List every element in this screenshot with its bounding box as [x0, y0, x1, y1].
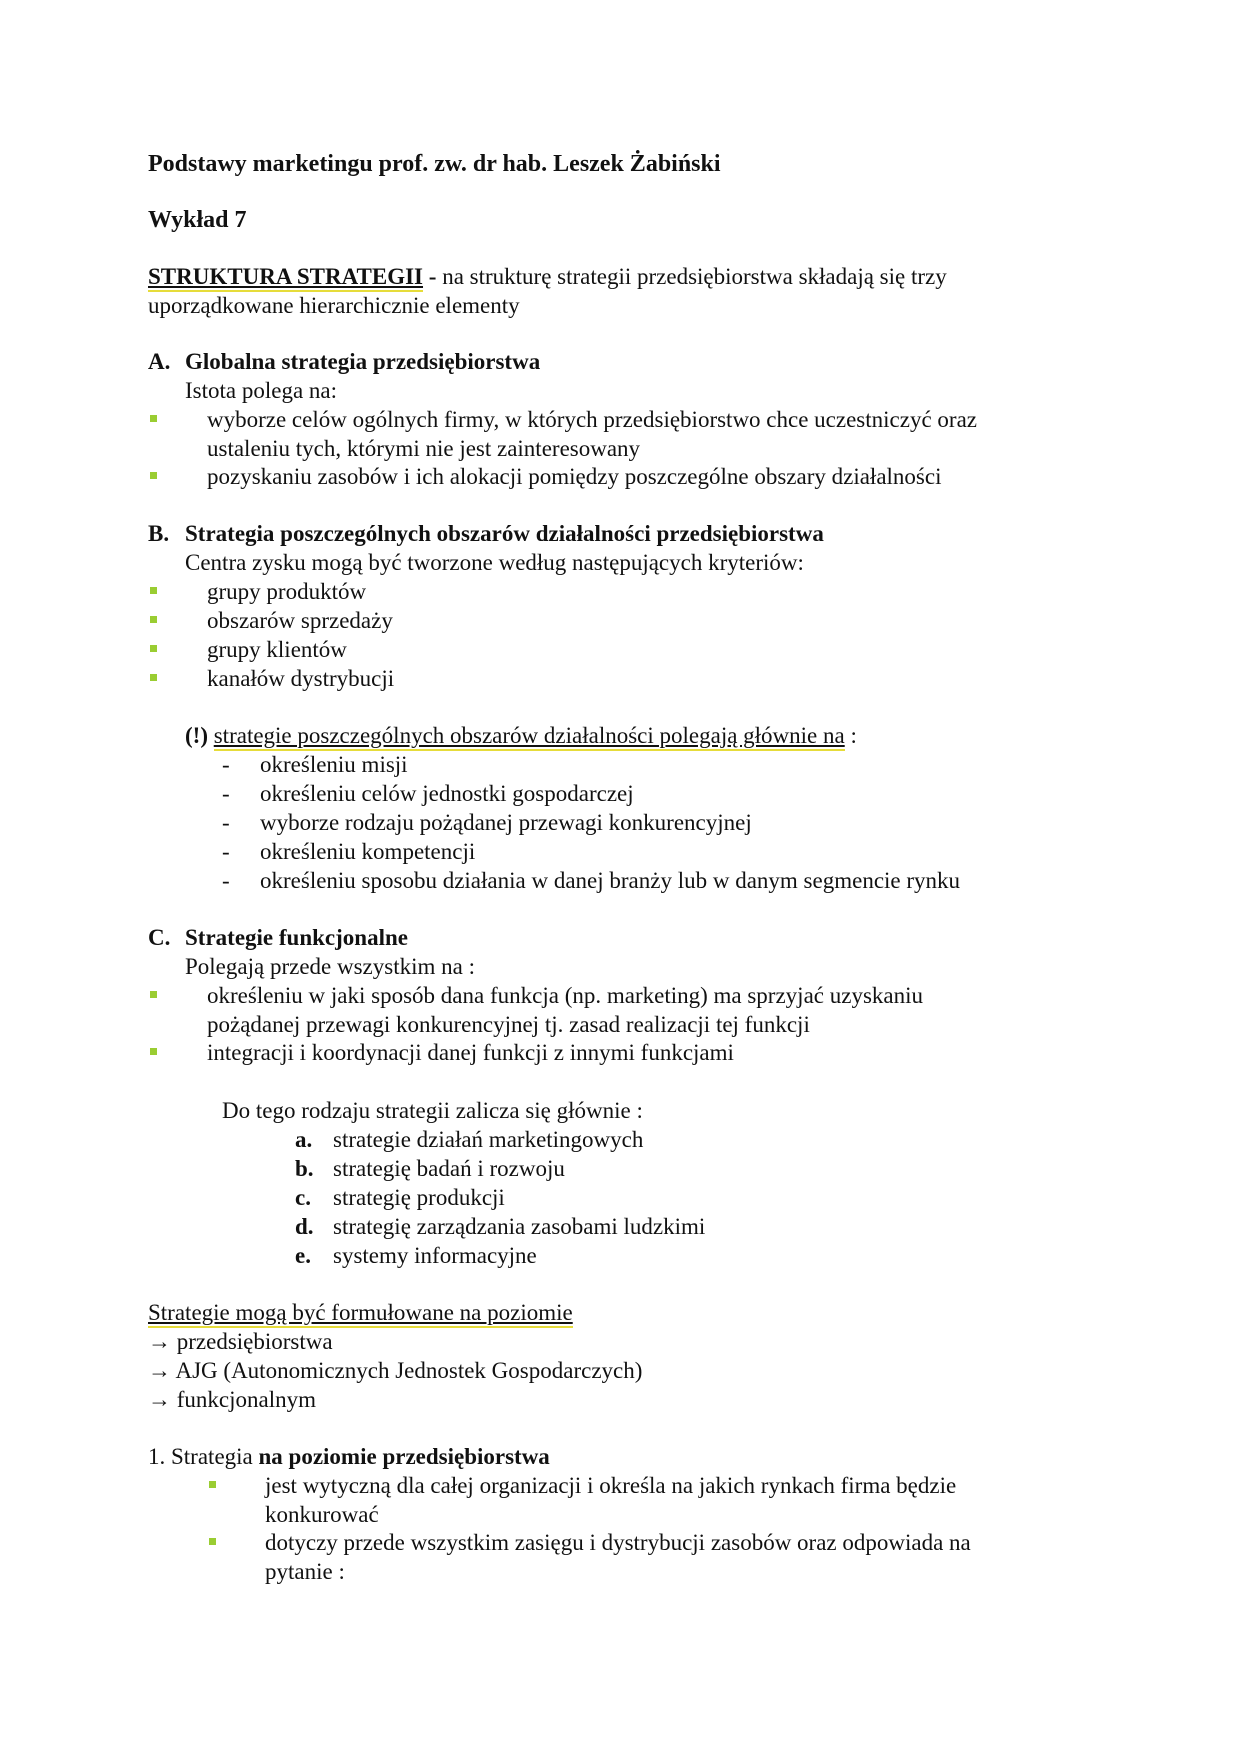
- list-marker-b: b.: [295, 1156, 314, 1181]
- section-c-bullet-1-line-2: pożądanej przewagi konkurencyjnej tj. zasad realizacji tej funkcji: [207, 1012, 810, 1037]
- section-a-letter: A.: [148, 349, 171, 374]
- section-1-heading: [148, 1442, 550, 1471]
- lettered-item-a: strategie działań marketingowych: [333, 1127, 644, 1152]
- level-item-3: [148, 1385, 316, 1414]
- lettered-item-c: strategię produkcji: [333, 1185, 505, 1210]
- dash-item-4: określeniu kompetencji: [260, 839, 476, 864]
- lettered-item-d: strategię zarządzania zasobami ludzkimi: [333, 1214, 706, 1239]
- bullet-square-icon: [150, 645, 157, 652]
- intro-line-2: uporządkowane hierarchicznie elementy: [148, 293, 520, 318]
- level-item-2-text: AJG (Autonomicznych Jednostek Gospodarczych): [175, 1358, 643, 1383]
- lecture-number: Wykład 7: [148, 207, 247, 233]
- bullet-square-icon: [150, 587, 157, 594]
- note-exclamation-mark: (!): [185, 723, 208, 748]
- list-marker-d: d.: [295, 1214, 314, 1239]
- list-marker-e: e.: [295, 1243, 311, 1268]
- section-1-bullet-2-line-2: pytanie :: [265, 1559, 345, 1584]
- section-1-bullet-2-line-1: dotyczy przede wszystkim zasięgu i dystrybucji zasobów oraz odpowiada na: [265, 1530, 971, 1555]
- dash-marker: -: [222, 781, 230, 806]
- levels-heading: [148, 1298, 573, 1327]
- dash-item-1: określeniu misji: [260, 752, 408, 777]
- arrow-right-icon: →: [148, 1358, 171, 1383]
- section-c-letter: C.: [148, 925, 171, 950]
- intro-line-1: na strukturę strategii przedsiębiorstwa składają się trzy: [442, 264, 947, 289]
- dash-item-3: wyborze rodzaju pożądanej przewagi konkurencyjnej: [260, 810, 752, 835]
- section-c-lead: Polegają przede wszystkim na :: [185, 954, 475, 979]
- dash-marker: -: [222, 752, 230, 777]
- intro-separator: -: [423, 264, 443, 289]
- dash-item-5: określeniu sposobu działania w danej branży lub w danym segmencie rynku: [260, 868, 961, 893]
- dash-item-2: określeniu celów jednostki gospodarczej: [260, 781, 634, 806]
- list-marker-a: a.: [295, 1127, 313, 1152]
- section-b-bullet-4: kanałów dystrybucji: [207, 666, 395, 691]
- section-a-bullet-1-line-2: ustaleniu tych, którymi nie jest zainteresowany: [207, 436, 641, 461]
- section-b-lead: Centra zysku mogą być tworzone według następujących kryteriów:: [185, 550, 804, 575]
- section-c-heading: Strategie funkcjonalne: [185, 925, 408, 950]
- intro-paragraph: [148, 262, 947, 291]
- document-title: Podstawy marketingu prof. zw. dr hab. Leszek Żabiński: [148, 151, 721, 177]
- section-b-note: [185, 721, 857, 750]
- bullet-square-icon: [150, 674, 157, 681]
- level-item-1-text: przedsiębiorstwa: [176, 1329, 333, 1354]
- intro-term: STRUKTURA STRATEGII: [148, 264, 423, 292]
- section-b-bullet-1: grupy produktów: [207, 579, 367, 604]
- section-c-bullet-2: integracji i koordynacji danej funkcji z innymi funkcjami: [207, 1040, 734, 1065]
- section-b-bullet-2: obszarów sprzedaży: [207, 608, 393, 633]
- dash-marker: -: [222, 839, 230, 864]
- dash-marker: -: [222, 868, 230, 893]
- bullet-square-icon: [150, 415, 157, 422]
- section-1-bullet-1-line-2: konkurować: [265, 1502, 379, 1527]
- section-b-bullet-3: grupy klientów: [207, 637, 347, 662]
- bullet-square-icon: [150, 472, 157, 479]
- section-c-bullet-1-line-1: określeniu w jaki sposób dana funkcja (np. marketing) ma sprzyjać uzyskaniu: [207, 983, 923, 1008]
- section-a-lead: Istota polega na:: [185, 378, 338, 403]
- section-1-title: na poziomie przedsiębiorstwa: [258, 1444, 550, 1469]
- section-a-bullet-1-line-1: wyborze celów ogólnych firmy, w których przedsiębiorstwo chce uczestniczyć oraz: [207, 407, 977, 432]
- list-marker-c: c.: [295, 1185, 311, 1210]
- bullet-square-icon: [150, 616, 157, 623]
- bullet-square-icon: [209, 1538, 216, 1545]
- note-text: strategie poszczególnych obszarów działalności polegają głównie na: [214, 723, 845, 751]
- level-item-2: [148, 1356, 642, 1385]
- arrow-right-icon: →: [148, 1387, 171, 1412]
- bullet-square-icon: [150, 1048, 157, 1055]
- bullet-square-icon: [209, 1481, 216, 1488]
- section-a-heading: Globalna strategia przedsiębiorstwa: [185, 349, 541, 374]
- dash-marker: -: [222, 810, 230, 835]
- levels-heading-text: Strategie mogą być formułowane na poziomie: [148, 1300, 573, 1328]
- lettered-item-b: strategię badań i rozwoju: [333, 1156, 565, 1181]
- section-a-bullet-2: pozyskaniu zasobów i ich alokacji pomiędzy poszczególne obszary działalności: [207, 464, 942, 489]
- section-c-sub-lead: Do tego rodzaju strategii zalicza się głównie :: [222, 1098, 643, 1123]
- section-b-heading: Strategia poszczególnych obszarów działalności przedsiębiorstwa: [185, 521, 824, 546]
- bullet-square-icon: [150, 991, 157, 998]
- section-1-bullet-1-line-1: jest wytyczną dla całej organizacji i określa na jakich rynkach firma będzie: [265, 1473, 957, 1498]
- level-item-3-text: funkcjonalnym: [176, 1387, 316, 1412]
- section-b-letter: B.: [148, 521, 170, 546]
- lettered-item-e: systemy informacyjne: [333, 1243, 537, 1268]
- arrow-right-icon: →: [148, 1329, 171, 1354]
- note-colon: :: [844, 723, 857, 748]
- section-1-number: 1. Strategia: [148, 1444, 259, 1469]
- level-item-1: [148, 1327, 333, 1356]
